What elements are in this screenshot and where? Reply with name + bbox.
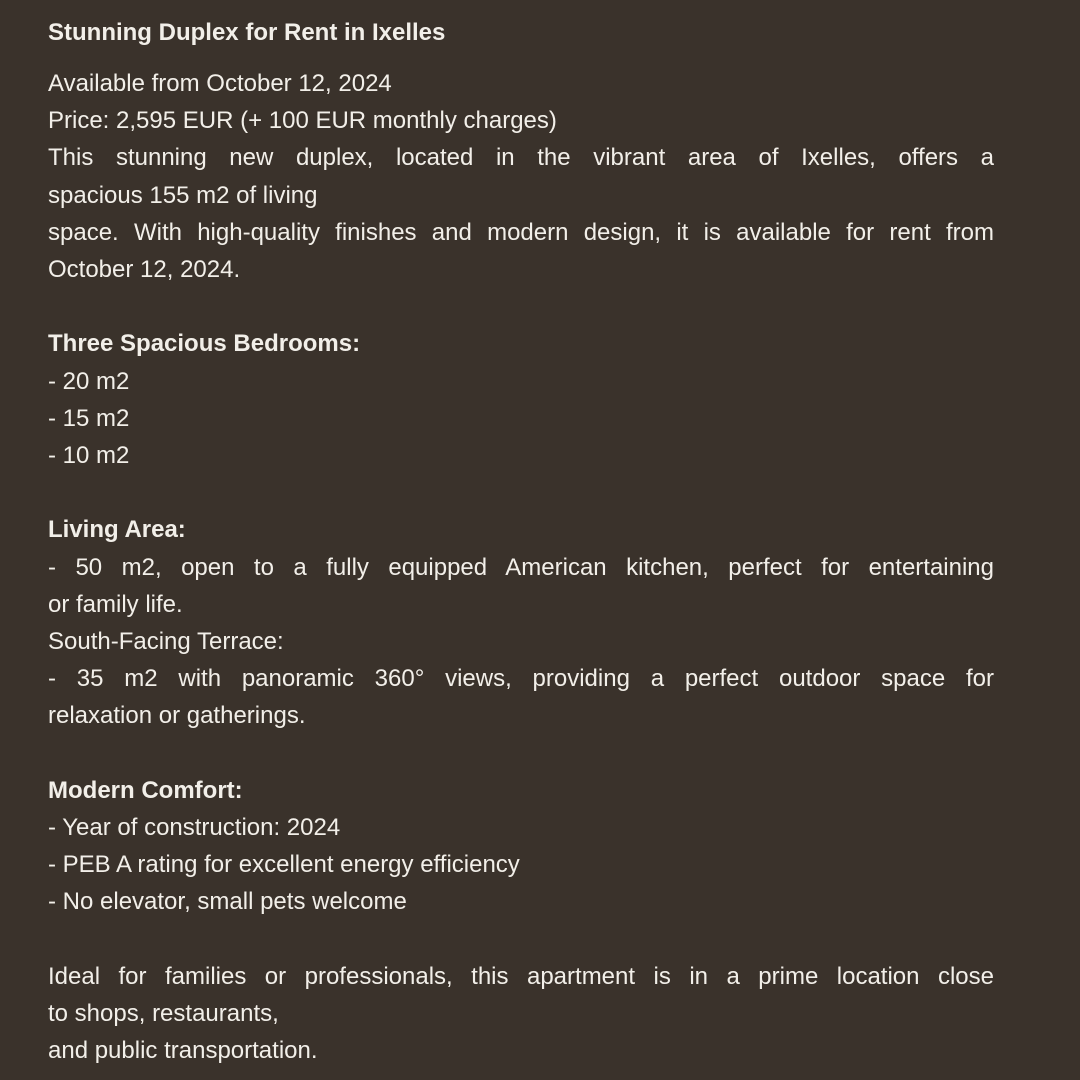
bedrooms-heading: Three Spacious Bedrooms: [48,330,361,358]
spacer [48,474,994,511]
terrace-line: - 35 m2 with panoramic 360° views, providing a perfect outdoor space for [48,665,994,693]
terrace-heading: South-Facing Terrace: [48,628,284,656]
description-line: October 12, 2024. [48,256,241,284]
comfort-item: - PEB A rating for excellent energy efficiency [48,851,520,879]
listing-title: Stunning Duplex for Rent in Ixelles [48,19,446,46]
closing-line: and public transportation. [48,1037,318,1065]
bedroom-item: - 15 m2 [48,404,130,432]
spacer [48,288,994,325]
terrace-line: relaxation or gatherings. [48,702,306,730]
availability-line: Available from October 12, 2024 [48,70,392,97]
bedroom-item: - 20 m2 [48,367,130,395]
description-line: spacious 155 m2 of living [48,181,318,209]
living-area-line: or family life. [48,590,183,618]
spacer [48,735,994,772]
bedroom-item: - 10 m2 [48,442,130,470]
comfort-item: - No elevator, small pets welcome [48,888,407,916]
living-area-line: - 50 m2, open to a fully equipped American kitchen, perfect for entertaining [48,553,994,581]
description-line: space. With high-quality finishes and modern design, it is available for rent from [48,218,994,246]
description-line: This stunning new duplex, located in the vibrant area of Ixelles, offers a [48,144,994,172]
closing-line: Ideal for families or professionals, this apartment is in a prime location close [48,962,994,990]
comfort-item: - Year of construction: 2024 [48,814,341,842]
living-area-heading: Living Area: [48,516,186,544]
comfort-heading: Modern Comfort: [48,776,243,804]
closing-line: to shops, restaurants, [48,1000,279,1028]
spacer [48,921,994,958]
price-line: Price: 2,595 EUR (+ 100 EUR monthly charges) [48,107,557,135]
